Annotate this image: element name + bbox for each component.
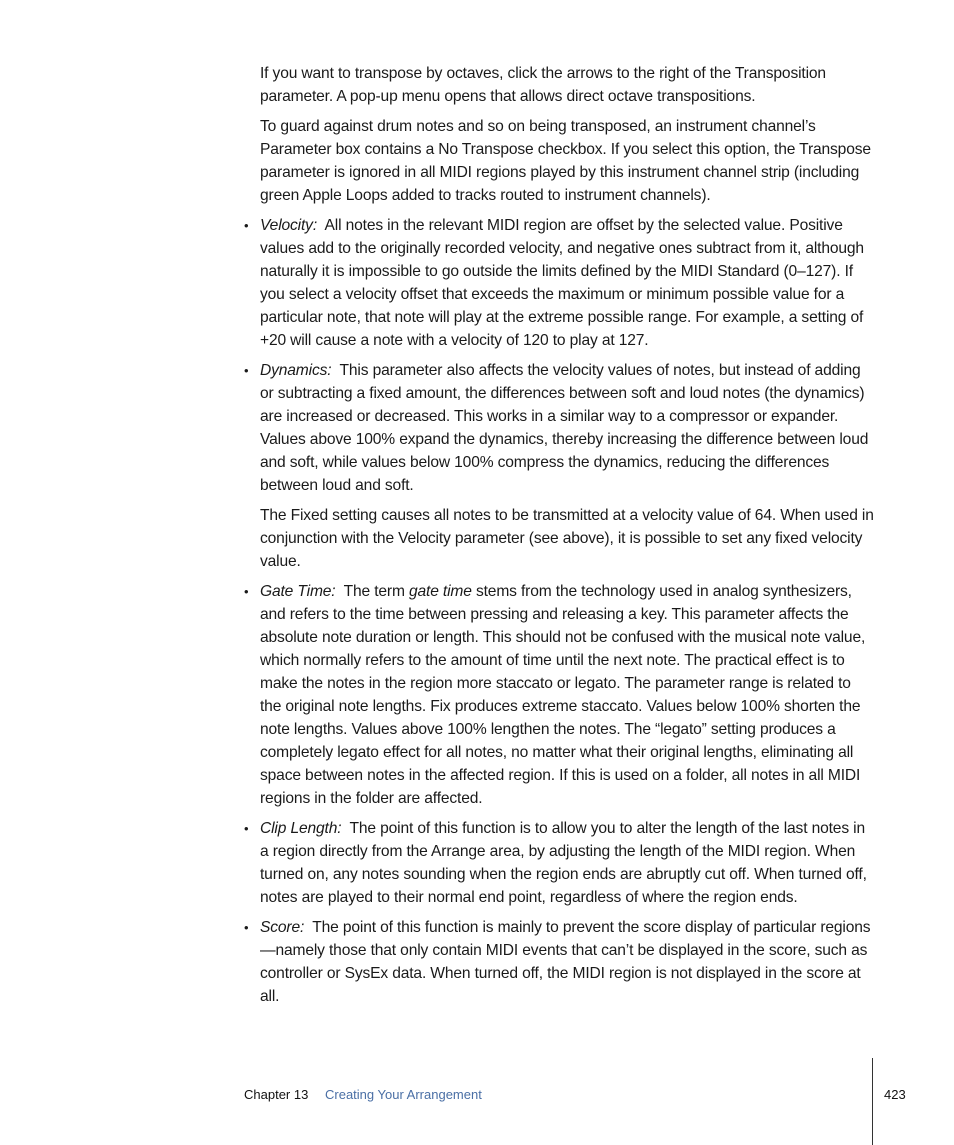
paragraph-no-transpose: To guard against drum notes and so on being transposed, an instrument channel’s Parameter box contains a No Transpose checkbox. If you select this option, the Transpose parameter is ignored in all MIDI regions played by this instrument channel strip (including green Apple Loops added to tracks routed to instrument channels).	[260, 118, 871, 204]
bullet-score	[244, 916, 876, 1008]
bullet-clip-length	[244, 817, 876, 909]
term-gate-time: Gate Time:	[260, 583, 336, 600]
page-number: 423	[884, 1087, 906, 1102]
bullet-gate-time	[244, 580, 876, 810]
dynamics-text: This parameter also affects the velocity values of notes, but instead of adding or subtracting a fixed amount, the differences between soft and loud notes (the dynamics) are increased or decreased. This works in a similar way to a compressor or expander. Values above 100% expand the dynamics, thereby increasing the difference between loud and soft, while values below 100% compress the dynamics, reducing the differences between loud and soft.	[260, 362, 869, 494]
velocity-text: All notes in the relevant MIDI region are offset by the selected value. Positive values add to the originally recorded velocity, and negative ones subtract from it, although naturally it is impossible to go outside the limits defined by the MIDI Standard (0–127). If you select a velocity offset that exceeds the maximum or minimum possible value for a particular note, that note will play at the extreme possible range. For example, a setting of +20 will cause a note with a velocity of 120 to play at 127.	[260, 217, 864, 349]
bullet-icon: •	[244, 363, 249, 378]
gate-time-text-before: The term	[343, 583, 405, 600]
page-body	[244, 62, 876, 1015]
paragraph-fixed-setting: The Fixed setting causes all notes to be transmitted at a velocity value of 64. When used in conjunction with the Velocity parameter (see above), it is possible to set any fixed velocity value.	[260, 507, 874, 570]
term-clip-length: Clip Length:	[260, 820, 342, 837]
bullet-icon: •	[244, 584, 249, 599]
term-velocity: Velocity:	[260, 217, 318, 234]
footer-divider	[872, 1058, 873, 1145]
footer-chapter-label: Chapter 13	[244, 1087, 309, 1102]
gate-time-emphasis: gate time	[408, 583, 472, 600]
bullet-dynamics	[244, 359, 876, 497]
gate-time-text-after: stems from the technology used in analog synthesizers, and refers to the time between pressing and releasing a key. This parameter affects the absolute note duration or length. This should not be confused with the musical note value, which normally refers to the amount of time until the next note. The practical effect is to make the notes in the region more staccato or legato. The parameter range is related to the original note lengths. Fix produces extreme staccato. Values below 100% shorten the note lengths. Values above 100% lengthen the notes. The “legato” setting produces a completely legato effect for all notes, no matter what their original lengths, eliminating all space between notes in the affected region. If this is used on a folder, all notes in all MIDI regions in the folder are affected.	[260, 583, 866, 807]
footer-chapter-title[interactable]: Creating Your Arrangement	[325, 1087, 482, 1102]
bullet-velocity	[244, 214, 876, 352]
bullet-icon: •	[244, 218, 249, 233]
term-dynamics: Dynamics:	[260, 362, 332, 379]
bullet-icon: •	[244, 920, 249, 935]
score-text: The point of this function is mainly to prevent the score display of particular regions—namely those that only contain MIDI events that can’t be displayed in the score, such as controller or SysEx data. When turned off, the MIDI region is not displayed in the score at all.	[260, 919, 871, 1005]
term-score: Score:	[260, 919, 305, 936]
paragraph-octave-transpose: If you want to transpose by octaves, click the arrows to the right of the Transposition parameter. A pop-up menu opens that allows direct octave transpositions.	[260, 65, 826, 105]
bullet-icon: •	[244, 821, 249, 836]
clip-length-text: The point of this function is to allow you to alter the length of the last notes in a region directly from the Arrange area, by adjusting the length of the MIDI region. When turned on, any notes sounding when the region ends are abruptly cut off. When turned off, notes are played to their normal end point, regardless of where the region ends.	[260, 820, 867, 906]
